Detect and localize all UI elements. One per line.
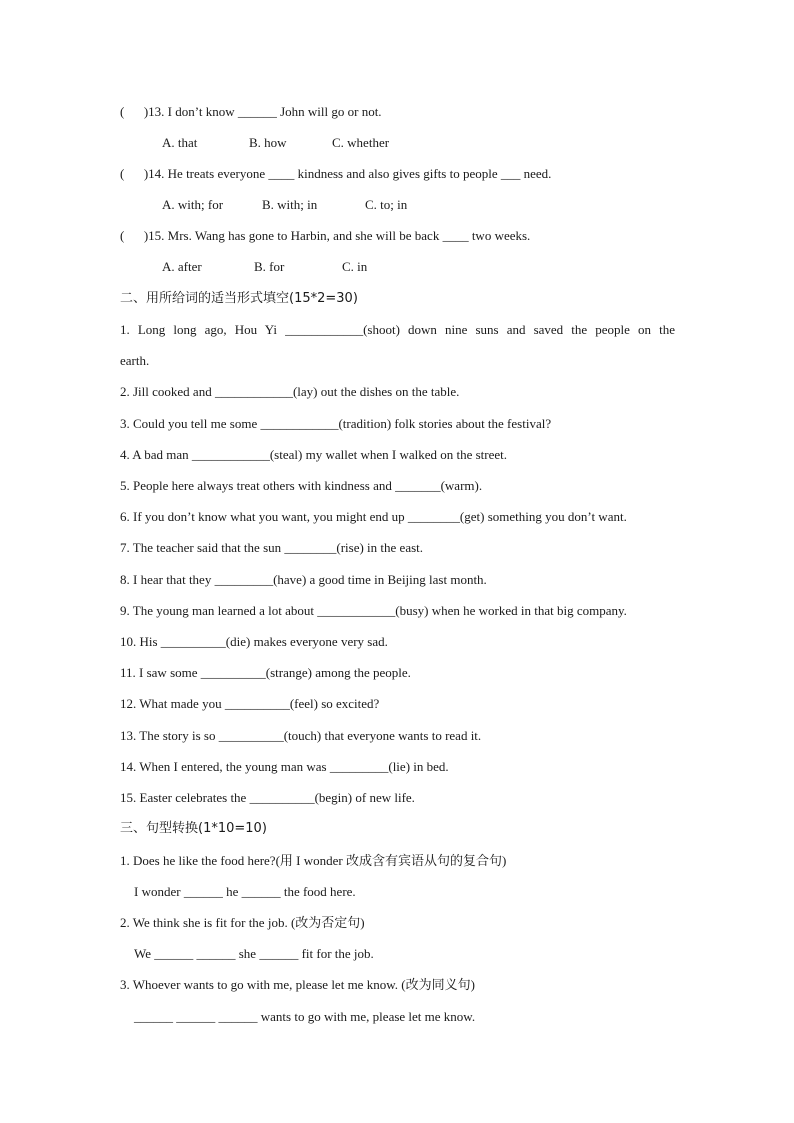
mc-13-option-c: C. whether (332, 135, 390, 150)
transform-item-1-question: 1. Does he like the food here?(用 I wonder 改成含有宾语从句的复合句) (120, 853, 507, 868)
fill-item-14: 14. When I entered, the young man was _________(lie) in bed. (120, 759, 449, 774)
fill-item-7: 7. The teacher said that the sun ________(rise) in the east. (120, 540, 424, 555)
mc-13-option-a: A. that (162, 135, 198, 150)
fill-item-1-line-1: 1. Long long ago, Hou Yi ____________(shoot) down nine suns and saved the people on the (120, 322, 675, 337)
mc-13-stem: ( )13. I don’t know ______ John will go or not. (120, 104, 382, 119)
fill-item-4: 4. A bad man ____________(steal) my wallet when I walked on the street. (120, 447, 508, 462)
mc-15-option-c: C. in (342, 259, 368, 274)
fill-item-5: 5. People here always treat others with kindness and _______(warm). (120, 478, 483, 493)
mc-14-option-a: A. with; for (162, 197, 224, 212)
fill-item-10: 10. His __________(die) makes everyone very sad. (120, 634, 388, 649)
mc-13-option-b: B. how (249, 135, 287, 150)
fill-item-12: 12. What made you __________(feel) so excited? (120, 696, 380, 711)
fill-item-8: 8. I hear that they _________(have) a good time in Beijing last month. (120, 572, 487, 587)
fill-item-13: 13. The story is so __________(touch) that everyone wants to read it. (120, 728, 482, 743)
mc-15-stem: ( )15. Mrs. Wang has gone to Harbin, and she will be back ____ two weeks. (120, 228, 531, 243)
fill-item-11: 11. I saw some __________(strange) among the people. (120, 665, 411, 680)
mc-14-option-c: C. to; in (365, 197, 408, 212)
section-2-heading: 二、用所给词的适当形式填空(15*2=30) (120, 291, 358, 306)
section-3-heading: 三、句型转换(1*10=10) (120, 821, 267, 836)
fill-item-15: 15. Easter celebrates the __________(begin) of new life. (120, 790, 415, 805)
transform-item-2-answer: We ______ ______ she ______ fit for the job. (134, 946, 374, 961)
transform-item-1-answer: I wonder ______ he ______ the food here. (134, 884, 356, 899)
transform-item-2-question: 2. We think she is fit for the job. (改为否定句) (120, 915, 365, 930)
fill-item-6: 6. If you don’t know what you want, you might end up ________(get) something you don’t want. (120, 509, 627, 524)
mc-15-option-b: B. for (254, 259, 285, 274)
mc-14-stem: ( )14. He treats everyone ____ kindness and also gives gifts to people ___ need. (120, 166, 552, 181)
fill-item-1-line-2: earth. (120, 353, 150, 368)
mc-14-option-b: B. with; in (262, 197, 318, 212)
mc-15-option-a: A. after (162, 259, 202, 274)
fill-item-9: 9. The young man learned a lot about ____________(busy) when he worked in that big company. (120, 603, 627, 618)
transform-item-3-question: 3. Whoever wants to go with me, please let me know. (改为同义句) (120, 977, 475, 992)
transform-item-3-answer: ______ ______ ______ wants to go with me, please let me know. (134, 1009, 476, 1024)
fill-item-3: 3. Could you tell me some ____________(tradition) folk stories about the festival? (120, 416, 552, 431)
fill-item-2: 2. Jill cooked and ____________(lay) out the dishes on the table. (120, 384, 460, 399)
